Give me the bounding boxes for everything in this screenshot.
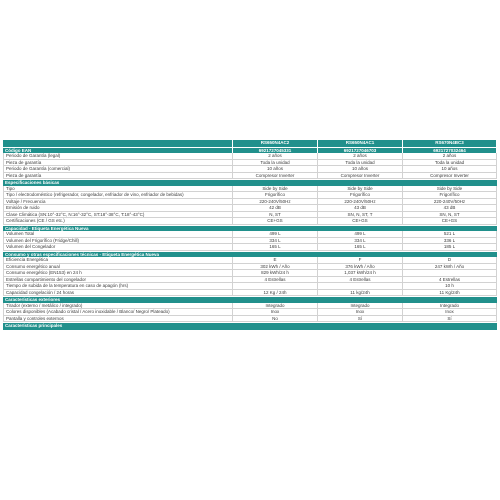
row-label: Volumen del Frigorífico (Fridge/Chill) (3, 238, 233, 245)
section-title: Consumo y otras especificaciones técnicas - Etiqueta Energética Nueva (3, 252, 497, 259)
row-label: Clase Climática (SN:10°-32°C, N:16°-32°C, ST:18°-38°C, T:18°-43°C) (3, 212, 233, 219)
section-title: Características principales (3, 323, 497, 330)
row-label: Periodo de Garantía (comercial) (3, 166, 233, 173)
table-row (3, 290, 497, 297)
row-label: Pantalla y controles externos (3, 316, 233, 323)
row-value: 42 dB (233, 205, 318, 212)
row-value: SN, N, ST, T (318, 212, 403, 219)
row-value: CE+GS (318, 218, 403, 225)
table-row (3, 173, 497, 180)
section-header-row (3, 322, 497, 329)
row-value: 165 L (233, 244, 318, 251)
row-value: 10 años (233, 166, 318, 173)
row-value: 6921727046703 (318, 147, 403, 154)
row-value: 302 kWh / Año (233, 264, 318, 271)
row-value: Compresor Inverter (403, 173, 497, 180)
table-row (3, 218, 497, 225)
row-value: 829 kWh/24 h (233, 270, 318, 277)
row-label: Emisión de ruido (3, 205, 233, 212)
row-value: 499 L (318, 231, 403, 238)
row-value: 6921727032464 (403, 147, 497, 154)
row-value: Side by Side (403, 186, 497, 193)
section-title: Especificaciones básicas (3, 180, 497, 187)
row-value: Toda la unidad (233, 160, 318, 167)
row-value: Compresor Inverter (233, 173, 318, 180)
row-value: Frigorífico (318, 192, 403, 199)
row-label: Tirador (externo / metálico / integrado) (3, 303, 233, 310)
row-value: Integrado (233, 303, 318, 310)
row-label: Consumo energético (EN153) en 24 h (3, 270, 233, 277)
row-value: 6921727045331 (233, 147, 318, 154)
row-value: Sí (318, 316, 403, 323)
table-row (3, 316, 497, 323)
row-value: 220-240V/50Hz (403, 199, 497, 206)
row-value: Toda la unidad (403, 160, 497, 167)
row-label: Capacidad congelación / 24 horas (3, 290, 233, 297)
row-value: 521 L (403, 231, 497, 238)
row-label: Estrellas compartimiento del congelador (3, 277, 233, 284)
row-value: 165 L (318, 244, 403, 251)
row-label: Tipo (3, 186, 233, 193)
row-value: Sí (403, 316, 497, 323)
row-value: 4 Estrellas (403, 277, 497, 284)
row-value: Side by Side (233, 186, 318, 193)
row-value: Frigorífico (403, 192, 497, 199)
row-value: 2 años (403, 153, 497, 160)
row-value: 43 dB (403, 205, 497, 212)
table-row (3, 244, 497, 251)
row-label: Código EAN (3, 147, 233, 154)
row-label: Voltaje / Frecuencia (3, 199, 233, 206)
section-title: Características exteriores (3, 297, 497, 304)
row-value: Side by Side (318, 186, 403, 193)
row-value: F (318, 257, 403, 264)
row-value: 185 L (403, 244, 497, 251)
specifications-table (3, 140, 497, 329)
row-label: Certificaciones (CE / GS etc.) (3, 218, 233, 225)
row-value: No (233, 316, 318, 323)
row-value: 1,037 kWh/24 h (318, 270, 403, 277)
row-value: 220-240V/50Hz (233, 199, 318, 206)
row-value: Frigorífico (233, 192, 318, 199)
row-value: Inox (403, 309, 497, 316)
row-label: Pieza de garantía (3, 173, 233, 180)
row-value: 10 años (403, 166, 497, 173)
row-value: CE+GS (233, 218, 318, 225)
row-label: Pieza de garantía (3, 160, 233, 167)
section-title: Capacidad - Etiqueta Energética Nueva (3, 226, 497, 233)
row-value: SN, N, ST (403, 212, 497, 219)
row-value: 2 años (233, 153, 318, 160)
row-value: 11 Kg/24h (403, 290, 497, 297)
row-value: 10 años (318, 166, 403, 173)
row-label: Volumen Total (3, 231, 233, 238)
row-label: Consumo energético anual (3, 264, 233, 271)
model-name: RS650N4AC2 (233, 140, 318, 147)
row-value: 11 kg/24h (318, 290, 403, 297)
row-value: 334 L (318, 238, 403, 245)
model-name: RS670N4BC3 (403, 140, 497, 147)
row-value: 334 L (233, 238, 318, 245)
row-value: Integrado (318, 303, 403, 310)
row-value: 4 Estrellas (233, 277, 318, 284)
row-value: D (403, 257, 497, 264)
row-value: N, ST (233, 212, 318, 219)
row-value: CE+GS (403, 218, 497, 225)
row-value: 43 dB (318, 205, 403, 212)
row-label: Tiempo de subida de la temperatura en caso de apagón (hrs) (3, 283, 233, 290)
row-value: 247 kWh / Año (403, 264, 497, 271)
row-value: 10 h (403, 283, 497, 290)
row-value: 12 Kg / 24h (233, 290, 318, 297)
row-value: 2 años (318, 153, 403, 160)
row-value: 336 L (403, 238, 497, 245)
model-name: RS650N4AC1 (318, 140, 403, 147)
row-value: 499 L (233, 231, 318, 238)
row-value: Toda la unidad (318, 160, 403, 167)
row-value: Inox (233, 309, 318, 316)
row-label: Eficiencia Energética (3, 257, 233, 264)
row-label: Tipo / electrodoméstico (refrigerador, congelador, enfriador de vino, enfriador de bebidas) (3, 192, 233, 199)
row-value: 4 Estrellas (318, 277, 403, 284)
row-label: Volumen del Congelador (3, 244, 233, 251)
row-label: Periodo de Garantía (legal) (3, 153, 233, 160)
row-value: E (233, 257, 318, 264)
row-value: 220-240V/50Hz (318, 199, 403, 206)
row-value: Inox (318, 309, 403, 316)
row-value: Integrado (403, 303, 497, 310)
row-value: 376 kWh / Año (318, 264, 403, 271)
row-value: Compresor Inverter (318, 173, 403, 180)
row-label: Colores disponibles (Acabado cristal / Acero inoxidable / Blanco/ Negro/ Plateado) (3, 309, 233, 316)
